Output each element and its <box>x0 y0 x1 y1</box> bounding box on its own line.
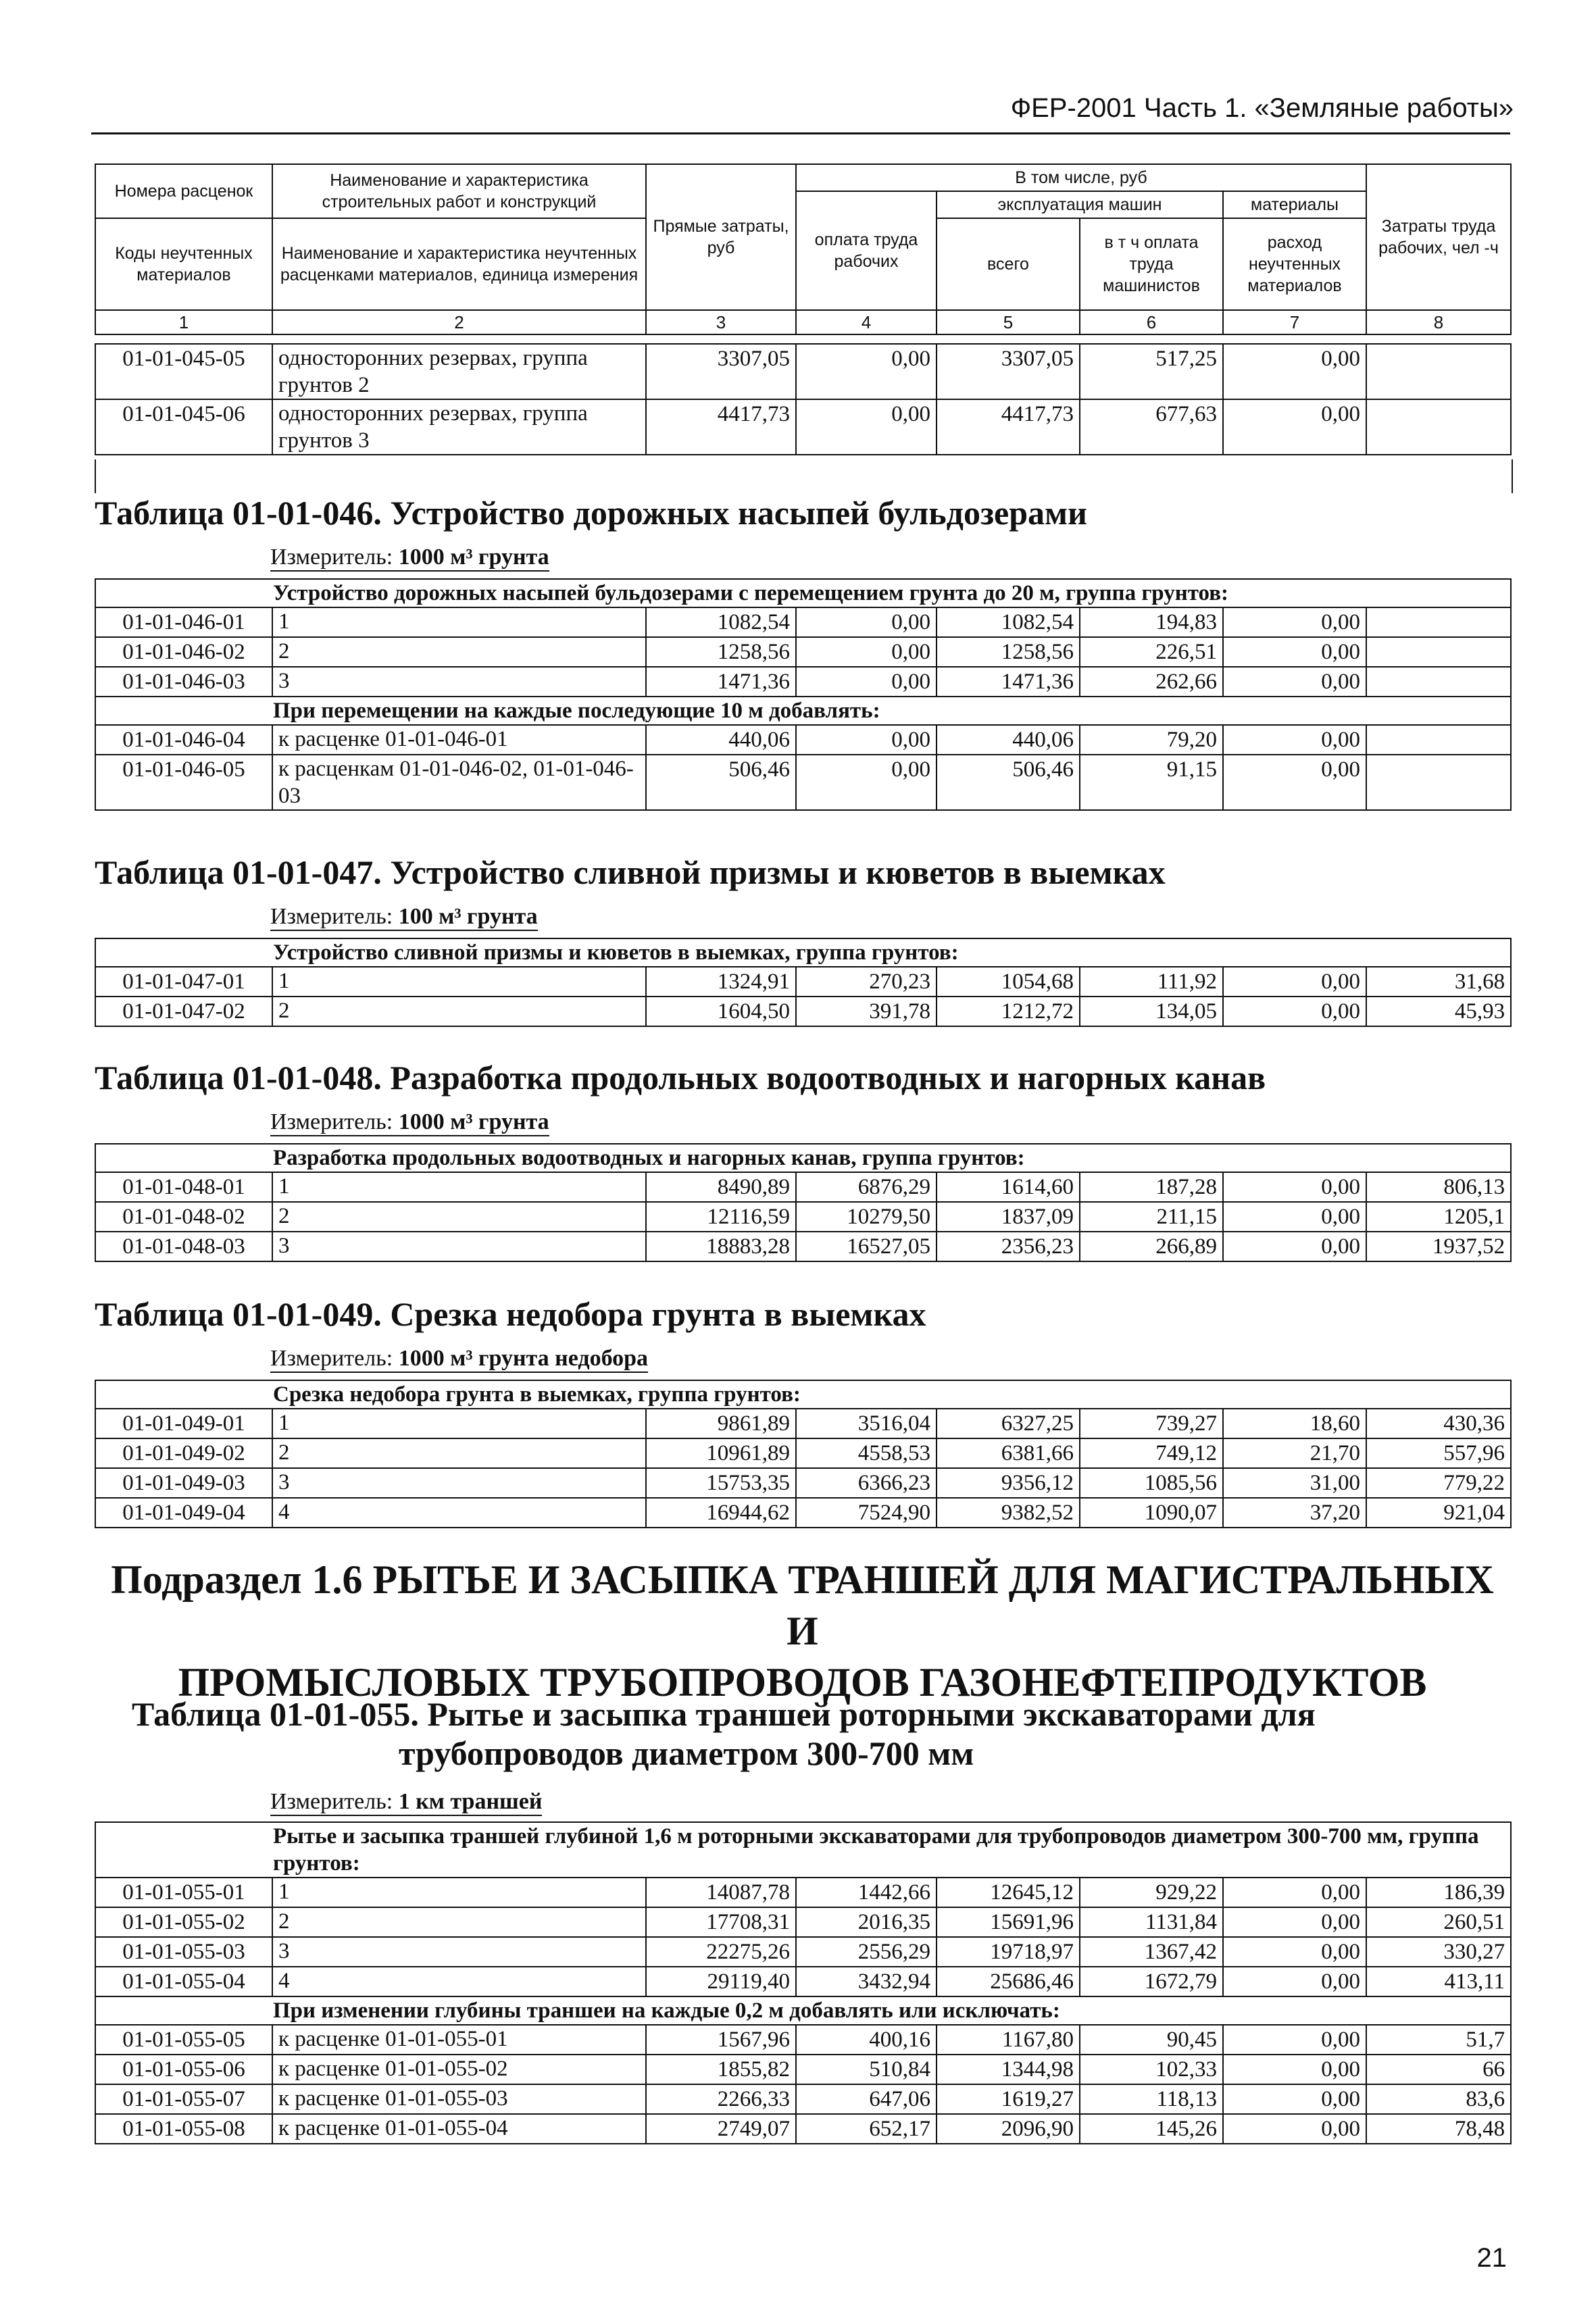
rate-code-cell: 01-01-047-02 <box>95 997 272 1026</box>
rate-name-cell: к расценкам 01-01-046-02, 01-01-046-03 <box>272 755 646 810</box>
direct-cost-cell: 14087,78 <box>646 1878 796 1907</box>
machine-total-cell: 1054,68 <box>937 967 1080 997</box>
labor-hours-cell <box>1366 399 1511 455</box>
running-header: ФЕР-2001 Часть 1. «Земляные работы» <box>1010 93 1514 123</box>
operator-wage-cell: 118,13 <box>1080 2084 1223 2114</box>
labor-cost-cell: 0,00 <box>796 399 937 455</box>
labor-hours-cell <box>1366 725 1511 755</box>
rate-code-cell: 01-01-046-05 <box>95 755 272 810</box>
machine-total-cell: 1212,72 <box>937 997 1080 1026</box>
labor-hours-cell: 557,96 <box>1366 1438 1511 1468</box>
machine-total-cell: 1614,60 <box>937 1172 1080 1202</box>
index-cell: 2 <box>272 310 646 334</box>
table-047 <box>95 938 1512 1027</box>
labor-cost-cell: 3516,04 <box>796 1409 937 1438</box>
rate-name-cell: к расценке 01-01-046-01 <box>272 725 646 755</box>
operator-wage-cell: 90,45 <box>1080 2025 1223 2055</box>
materials-cell: 0,00 <box>1223 2084 1366 2114</box>
materials-cell: 0,00 <box>1223 1907 1366 1937</box>
labor-hours-cell: 186,39 <box>1366 1878 1511 1907</box>
rate-name-cell: 2 <box>272 637 646 667</box>
labor-hours-cell: 66 <box>1366 2055 1511 2084</box>
materials-cell: 0,00 <box>1223 667 1366 697</box>
labor-cost-cell: 0,00 <box>796 667 937 697</box>
column-header-table <box>95 164 1512 335</box>
direct-cost-cell: 10961,89 <box>646 1438 796 1468</box>
table-055-title-line1: Таблица 01-01-055. Рытье и засыпка траншей роторными экскаваторами для <box>132 1695 1316 1733</box>
operator-wage-cell: 749,12 <box>1080 1438 1223 1468</box>
table-047-title: Таблица 01-01-047. Устройство сливной призмы и кюветов в выемках <box>95 853 1166 891</box>
direct-cost-cell: 3307,05 <box>646 344 796 399</box>
table-046-frame <box>95 459 1513 493</box>
labor-hours-cell <box>1366 607 1511 637</box>
materials-cell: 0,00 <box>1223 399 1366 455</box>
labor-cost-cell: 400,16 <box>796 2025 937 2055</box>
rate-code-cell: 01-01-046-03 <box>95 667 272 697</box>
materials-cell: 0,00 <box>1223 1232 1366 1261</box>
direct-cost-cell: 22275,26 <box>646 1937 796 1967</box>
materials-cell: 0,00 <box>1223 607 1366 637</box>
rate-code-cell: 01-01-048-03 <box>95 1232 272 1261</box>
table-055-title <box>132 1694 1316 1773</box>
materials-cell: 37,20 <box>1223 1498 1366 1528</box>
labor-hours-cell: 921,04 <box>1366 1498 1511 1528</box>
operator-wage-cell: 1672,79 <box>1080 1967 1223 1996</box>
labor-hours-cell <box>1366 344 1511 399</box>
rate-name-cell: 1 <box>272 1409 646 1438</box>
direct-cost-cell: 18883,28 <box>646 1232 796 1261</box>
rate-code-cell: 01-01-045-05 <box>95 344 272 399</box>
table-row <box>95 607 1511 637</box>
group-materials: материалы <box>1223 191 1366 218</box>
labor-cost-cell: 270,23 <box>796 967 937 997</box>
direct-cost-cell: 2749,07 <box>646 2114 796 2144</box>
labor-cost-cell: 2556,29 <box>796 1937 937 1967</box>
table-046-title: Таблица 01-01-046. Устройство дорожных насыпей бульдозерами <box>95 494 1087 532</box>
labor-hours-cell: 413,11 <box>1366 1967 1511 1996</box>
table-row <box>95 1907 1511 1937</box>
table-row <box>95 1232 1511 1261</box>
labor-cost-cell: 4558,53 <box>796 1438 937 1468</box>
labor-hours-cell: 330,27 <box>1366 1937 1511 1967</box>
subhead-row <box>95 579 1511 607</box>
table-row <box>95 399 1511 455</box>
direct-cost-cell: 1567,96 <box>646 2025 796 2055</box>
operator-wage-cell: 91,15 <box>1080 755 1223 810</box>
rate-code-cell: 01-01-049-03 <box>95 1468 272 1498</box>
labor-cost-cell: 0,00 <box>796 725 937 755</box>
col1-bottom: Коды неучтенных материалов <box>95 218 272 310</box>
table-055 <box>95 1821 1512 2144</box>
table-row <box>95 2084 1511 2114</box>
machine-total-cell: 9382,52 <box>937 1498 1080 1528</box>
operator-wage-cell: 211,15 <box>1080 1202 1223 1232</box>
subhead-row <box>95 1144 1511 1172</box>
materials-cell: 0,00 <box>1223 967 1366 997</box>
operator-wage-cell: 266,89 <box>1080 1232 1223 1261</box>
table-row <box>95 997 1511 1026</box>
index-cell: 4 <box>796 310 937 334</box>
carryover-table <box>95 343 1512 455</box>
rate-name-cell: 4 <box>272 1967 646 1996</box>
operator-wage-cell: 1085,56 <box>1080 1468 1223 1498</box>
machine-total-cell: 1258,56 <box>937 637 1080 667</box>
page-number: 21 <box>1476 2243 1507 2273</box>
operator-wage-cell: 111,92 <box>1080 967 1223 997</box>
rate-name-cell: односторонних резервах, группа грунтов 2 <box>272 344 646 399</box>
rate-code-cell: 01-01-055-01 <box>95 1878 272 1907</box>
materials-cell: 31,00 <box>1223 1468 1366 1498</box>
table-049-measure <box>270 1346 648 1373</box>
table-row <box>95 1937 1511 1967</box>
col3-header: Прямые затраты, руб <box>646 164 796 310</box>
machine-total-cell: 15691,96 <box>937 1907 1080 1937</box>
table-row <box>95 1202 1511 1232</box>
subhead-row <box>95 697 1511 725</box>
rate-code-cell: 01-01-045-06 <box>95 399 272 455</box>
table-subhead: Рытье и засыпка траншей глубиной 1,6 м роторными экскаваторами для трубопроводов диаметром 300-700 мм, группа грунтов: <box>95 1822 1511 1878</box>
materials-cell: 0,00 <box>1223 1202 1366 1232</box>
machine-total-cell: 2096,90 <box>937 2114 1080 2144</box>
table-047-measure <box>270 904 538 931</box>
table-row <box>95 1878 1511 1907</box>
direct-cost-cell: 506,46 <box>646 755 796 810</box>
measure-label: Измеритель: <box>270 904 393 929</box>
rate-code-cell: 01-01-046-01 <box>95 607 272 637</box>
materials-cell: 0,00 <box>1223 2055 1366 2084</box>
rate-name-cell: 2 <box>272 1202 646 1232</box>
rate-code-cell: 01-01-055-06 <box>95 2055 272 2084</box>
direct-cost-cell: 12116,59 <box>646 1202 796 1232</box>
labor-cost-cell: 391,78 <box>796 997 937 1026</box>
materials-cell: 0,00 <box>1223 1172 1366 1202</box>
labor-cost-cell: 510,84 <box>796 2055 937 2084</box>
direct-cost-cell: 1324,91 <box>646 967 796 997</box>
table-subhead: Устройство дорожных насыпей бульдозерами с перемещением грунта до 20 м, группа грунтов: <box>95 579 1511 607</box>
header-rule <box>91 132 1510 134</box>
machine-total-cell: 440,06 <box>937 725 1080 755</box>
labor-hours-cell <box>1366 755 1511 810</box>
labor-cost-cell: 652,17 <box>796 2114 937 2144</box>
table-055-title-line2: трубопроводов диаметром 300-700 мм <box>399 1734 974 1772</box>
table-row <box>95 637 1511 667</box>
materials-cell: 0,00 <box>1223 2114 1366 2144</box>
measure-value: 1000 м³ грунта <box>398 1109 549 1134</box>
table-row <box>95 2055 1511 2084</box>
rate-code-cell: 01-01-049-01 <box>95 1409 272 1438</box>
table-row <box>95 1468 1511 1498</box>
rate-name-cell: 1 <box>272 607 646 637</box>
operator-wage-cell: 194,83 <box>1080 607 1223 637</box>
rate-code-cell: 01-01-047-01 <box>95 967 272 997</box>
machine-total-cell: 9356,12 <box>937 1468 1080 1498</box>
subsection-title <box>95 1554 1510 1708</box>
table-row <box>95 755 1511 810</box>
machine-total-cell: 6381,66 <box>937 1438 1080 1468</box>
rate-name-cell: 3 <box>272 1468 646 1498</box>
machine-total-cell: 12645,12 <box>937 1878 1080 1907</box>
machine-total-cell: 19718,97 <box>937 1937 1080 1967</box>
direct-cost-cell: 1604,50 <box>646 997 796 1026</box>
machine-total-cell: 1619,27 <box>937 2084 1080 2114</box>
measure-value: 1000 м³ грунта недобора <box>398 1346 649 1371</box>
table-row <box>95 1498 1511 1528</box>
rate-name-cell: односторонних резервах, группа грунтов 3 <box>272 399 646 455</box>
machine-total-cell: 2356,23 <box>937 1232 1080 1261</box>
labor-hours-cell <box>1366 637 1511 667</box>
direct-cost-cell: 8490,89 <box>646 1172 796 1202</box>
table-046 <box>95 578 1512 811</box>
materials-cell: 21,70 <box>1223 1438 1366 1468</box>
rate-name-cell: к расценке 01-01-055-04 <box>272 2114 646 2144</box>
machine-total-cell: 25686,46 <box>937 1967 1080 1996</box>
direct-cost-cell: 9861,89 <box>646 1409 796 1438</box>
table-row <box>95 1967 1511 1996</box>
materials-cell: 0,00 <box>1223 637 1366 667</box>
labor-cost-cell: 0,00 <box>796 755 937 810</box>
labor-cost-cell: 647,06 <box>796 2084 937 2114</box>
rate-code-cell: 01-01-046-04 <box>95 725 272 755</box>
group-including: В том числе, руб <box>796 164 1366 191</box>
operator-wage-cell: 929,22 <box>1080 1878 1223 1907</box>
labor-cost-cell: 2016,35 <box>796 1907 937 1937</box>
operator-wage-cell: 517,25 <box>1080 344 1223 399</box>
materials-cell: 0,00 <box>1223 725 1366 755</box>
subsection-title-line1: Подраздел 1.6 РЫТЬЕ И ЗАСЫПКА ТРАНШЕЙ ДЛЯ МАГИСТРАЛЬНЫХ И <box>111 1557 1494 1653</box>
labor-hours-cell: 51,7 <box>1366 2025 1511 2055</box>
rate-name-cell: 2 <box>272 997 646 1026</box>
labor-cost-cell: 7524,90 <box>796 1498 937 1528</box>
labor-hours-cell: 83,6 <box>1366 2084 1511 2114</box>
table-055-measure <box>270 1789 542 1816</box>
col1-top: Номера расценок <box>95 164 272 218</box>
materials-cell: 0,00 <box>1223 997 1366 1026</box>
group-machines: эксплуатация машин <box>937 191 1223 218</box>
direct-cost-cell: 15753,35 <box>646 1468 796 1498</box>
operator-wage-cell: 1131,84 <box>1080 1907 1223 1937</box>
machine-total-cell: 3307,05 <box>937 344 1080 399</box>
operator-wage-cell: 677,63 <box>1080 399 1223 455</box>
rate-code-cell: 01-01-049-04 <box>95 1498 272 1528</box>
labor-hours-cell: 260,51 <box>1366 1907 1511 1937</box>
rate-name-cell: 1 <box>272 1878 646 1907</box>
subhead-row <box>95 938 1511 967</box>
machine-total-cell: 1471,36 <box>937 667 1080 697</box>
direct-cost-cell: 1258,56 <box>646 637 796 667</box>
col6-header: в т ч оплата труда машинистов <box>1080 218 1223 310</box>
measure-label: Измеритель: <box>270 1109 393 1134</box>
operator-wage-cell: 262,66 <box>1080 667 1223 697</box>
labor-hours-cell: 779,22 <box>1366 1468 1511 1498</box>
table-049-title: Таблица 01-01-049. Срезка недобора грунта в выемках <box>95 1295 926 1333</box>
rate-code-cell: 01-01-055-02 <box>95 1907 272 1937</box>
operator-wage-cell: 187,28 <box>1080 1172 1223 1202</box>
table-row <box>95 725 1511 755</box>
table-048 <box>95 1143 1512 1262</box>
subsection-title-line2: ПРОМЫСЛОВЫХ ТРУБОПРОВОДОВ ГАЗОНЕФТЕПРОДУКТОВ <box>178 1660 1427 1705</box>
rate-name-cell: 1 <box>272 967 646 997</box>
operator-wage-cell: 102,33 <box>1080 2055 1223 2084</box>
labor-hours-cell: 31,68 <box>1366 967 1511 997</box>
direct-cost-cell: 4417,73 <box>646 399 796 455</box>
materials-cell: 0,00 <box>1223 1878 1366 1907</box>
table-row <box>95 967 1511 997</box>
rate-name-cell: 2 <box>272 1907 646 1937</box>
labor-cost-cell: 0,00 <box>796 607 937 637</box>
index-cell: 8 <box>1366 310 1511 334</box>
table-048-title: Таблица 01-01-048. Разработка продольных водоотводных и нагорных канав <box>95 1059 1266 1097</box>
operator-wage-cell: 79,20 <box>1080 725 1223 755</box>
table-048-measure <box>270 1109 549 1136</box>
measure-label: Измеритель: <box>270 545 393 570</box>
col4-header: оплата труда рабочих <box>796 191 937 310</box>
materials-cell: 0,00 <box>1223 755 1366 810</box>
operator-wage-cell: 1367,42 <box>1080 1937 1223 1967</box>
operator-wage-cell: 134,05 <box>1080 997 1223 1026</box>
table-subhead: Устройство сливной призмы и кюветов в выемках, группа грунтов: <box>95 938 1511 967</box>
labor-cost-cell: 10279,50 <box>796 1202 937 1232</box>
materials-cell: 18,60 <box>1223 1409 1366 1438</box>
measure-value: 100 м³ грунта <box>398 904 538 929</box>
col7-header: расход неучтенных материалов <box>1223 218 1366 310</box>
operator-wage-cell: 739,27 <box>1080 1409 1223 1438</box>
labor-cost-cell: 1442,66 <box>796 1878 937 1907</box>
machine-total-cell: 1344,98 <box>937 2055 1080 2084</box>
index-cell: 7 <box>1223 310 1366 334</box>
index-cell: 1 <box>95 310 272 334</box>
direct-cost-cell: 29119,40 <box>646 1967 796 1996</box>
labor-hours-cell: 45,93 <box>1366 997 1511 1026</box>
rate-name-cell: 2 <box>272 1438 646 1468</box>
materials-cell: 0,00 <box>1223 344 1366 399</box>
labor-cost-cell: 6876,29 <box>796 1172 937 1202</box>
labor-cost-cell: 6366,23 <box>796 1468 937 1498</box>
table-subhead: При изменении глубины траншеи на каждые 0,2 м добавлять или исключать: <box>95 1996 1511 2025</box>
col8-header: Затраты труда рабочих, чел -ч <box>1366 164 1511 310</box>
table-049 <box>95 1380 1512 1528</box>
rate-name-cell: к расценке 01-01-055-03 <box>272 2084 646 2114</box>
rate-name-cell: к расценке 01-01-055-02 <box>272 2055 646 2084</box>
materials-cell: 0,00 <box>1223 1937 1366 1967</box>
machine-total-cell: 4417,73 <box>937 399 1080 455</box>
measure-label: Измеритель: <box>270 1789 393 1814</box>
rate-code-cell: 01-01-049-02 <box>95 1438 272 1468</box>
rate-code-cell: 01-01-055-05 <box>95 2025 272 2055</box>
machine-total-cell: 6327,25 <box>937 1409 1080 1438</box>
labor-cost-cell: 0,00 <box>796 344 937 399</box>
rate-code-cell: 01-01-055-07 <box>95 2084 272 2114</box>
labor-hours-cell: 1937,52 <box>1366 1232 1511 1261</box>
rate-code-cell: 01-01-055-04 <box>95 1967 272 1996</box>
rate-code-cell: 01-01-048-01 <box>95 1172 272 1202</box>
labor-hours-cell: 806,13 <box>1366 1172 1511 1202</box>
rate-code-cell: 01-01-046-02 <box>95 637 272 667</box>
table-row <box>95 667 1511 697</box>
materials-cell: 0,00 <box>1223 1967 1366 1996</box>
machine-total-cell: 1082,54 <box>937 607 1080 637</box>
col2-top: Наименование и характеристика строительных работ и конструкций <box>272 164 646 218</box>
table-subhead: Разработка продольных водоотводных и нагорных канав, группа грунтов: <box>95 1144 1511 1172</box>
col2-bottom: Наименование и характеристика неучтенных расценками материалов, единица измерения <box>272 218 646 310</box>
measure-value: 1 км траншей <box>398 1789 543 1814</box>
table-row <box>95 1172 1511 1202</box>
operator-wage-cell: 1090,07 <box>1080 1498 1223 1528</box>
rate-name-cell: 4 <box>272 1498 646 1528</box>
materials-cell: 0,00 <box>1223 2025 1366 2055</box>
measure-value: 1000 м³ грунта <box>398 545 549 570</box>
table-subhead: Срезка недобора грунта в выемках, группа грунтов: <box>95 1380 1511 1409</box>
direct-cost-cell: 440,06 <box>646 725 796 755</box>
index-cell: 6 <box>1080 310 1223 334</box>
rate-code-cell: 01-01-048-02 <box>95 1202 272 1232</box>
index-cell: 3 <box>646 310 796 334</box>
measure-label: Измеритель: <box>270 1346 393 1371</box>
labor-cost-cell: 3432,94 <box>796 1967 937 1996</box>
direct-cost-cell: 17708,31 <box>646 1907 796 1937</box>
labor-hours-cell: 78,48 <box>1366 2114 1511 2144</box>
operator-wage-cell: 145,26 <box>1080 2114 1223 2144</box>
table-subhead: При перемещении на каждые последующие 10 м добавлять: <box>95 697 1511 725</box>
index-cell: 5 <box>937 310 1080 334</box>
labor-hours-cell <box>1366 667 1511 697</box>
machine-total-cell: 1837,09 <box>937 1202 1080 1232</box>
rate-name-cell: 3 <box>272 667 646 697</box>
direct-cost-cell: 16944,62 <box>646 1498 796 1528</box>
table-row <box>95 344 1511 399</box>
subhead-row <box>95 1380 1511 1409</box>
rate-code-cell: 01-01-055-03 <box>95 1937 272 1967</box>
table-row <box>95 1409 1511 1438</box>
table-row <box>95 1438 1511 1468</box>
subhead-row <box>95 1822 1511 1878</box>
rate-name-cell: к расценке 01-01-055-01 <box>272 2025 646 2055</box>
direct-cost-cell: 2266,33 <box>646 2084 796 2114</box>
labor-hours-cell: 430,36 <box>1366 1409 1511 1438</box>
rate-name-cell: 1 <box>272 1172 646 1202</box>
table-row <box>95 2025 1511 2055</box>
table-046-measure <box>270 545 549 572</box>
subhead-row <box>95 1996 1511 2025</box>
operator-wage-cell: 226,51 <box>1080 637 1223 667</box>
direct-cost-cell: 1471,36 <box>646 667 796 697</box>
rate-name-cell: 3 <box>272 1232 646 1261</box>
labor-cost-cell: 0,00 <box>796 637 937 667</box>
table-row <box>95 2114 1511 2144</box>
machine-total-cell: 1167,80 <box>937 2025 1080 2055</box>
rate-name-cell: 3 <box>272 1937 646 1967</box>
labor-cost-cell: 16527,05 <box>796 1232 937 1261</box>
col5-header: всего <box>937 218 1080 310</box>
direct-cost-cell: 1082,54 <box>646 607 796 637</box>
direct-cost-cell: 1855,82 <box>646 2055 796 2084</box>
machine-total-cell: 506,46 <box>937 755 1080 810</box>
labor-hours-cell: 1205,1 <box>1366 1202 1511 1232</box>
rate-code-cell: 01-01-055-08 <box>95 2114 272 2144</box>
